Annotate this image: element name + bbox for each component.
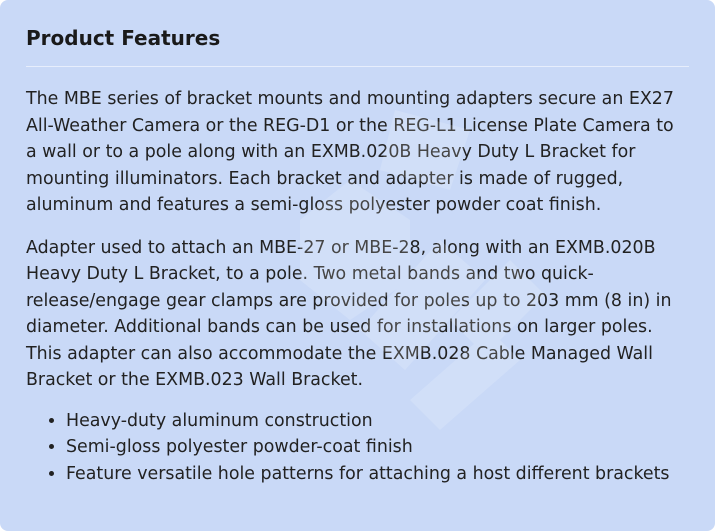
description-paragraph-2: Adapter used to attach an MBE-27 or MBE-28, along with an EXMB.020B Heavy Duty L Bracket, to a pole. Two metal bands and two quick-release/engage gear clamps are provided for poles up to 203 mm (8 in) in diameter. Additional bands can be used for installations on larger poles. This adapter can also accommodate the EXMB.028 Cable Managed Wall Bracket or the EXMB.023 Wall Bracket.: [26, 237, 672, 390]
title-divider: [26, 66, 689, 67]
description-paragraph-1: The MBE series of bracket mounts and mounting adapters secure an EX27 All-Weather Camera or the REG-D1 or the REG-L1 License Plate Camera to a wall or to a pole along with an EXMB.020B Heavy Duty L Bracket for mounting illuminators. Each bracket and adapter is made of rugged, aluminum and features a semi-gloss polyester powder coat finish.: [26, 89, 674, 215]
feature-item: • Heavy-duty aluminum construction: [66, 408, 689, 435]
feature-item: • Semi-gloss polyester powder-coat finish: [66, 434, 689, 461]
feature-item: • Feature versatile hole patterns for attaching a host different brackets: [66, 461, 689, 488]
feature-list: [26, 408, 689, 488]
section-title: Product Features: [26, 26, 221, 50]
